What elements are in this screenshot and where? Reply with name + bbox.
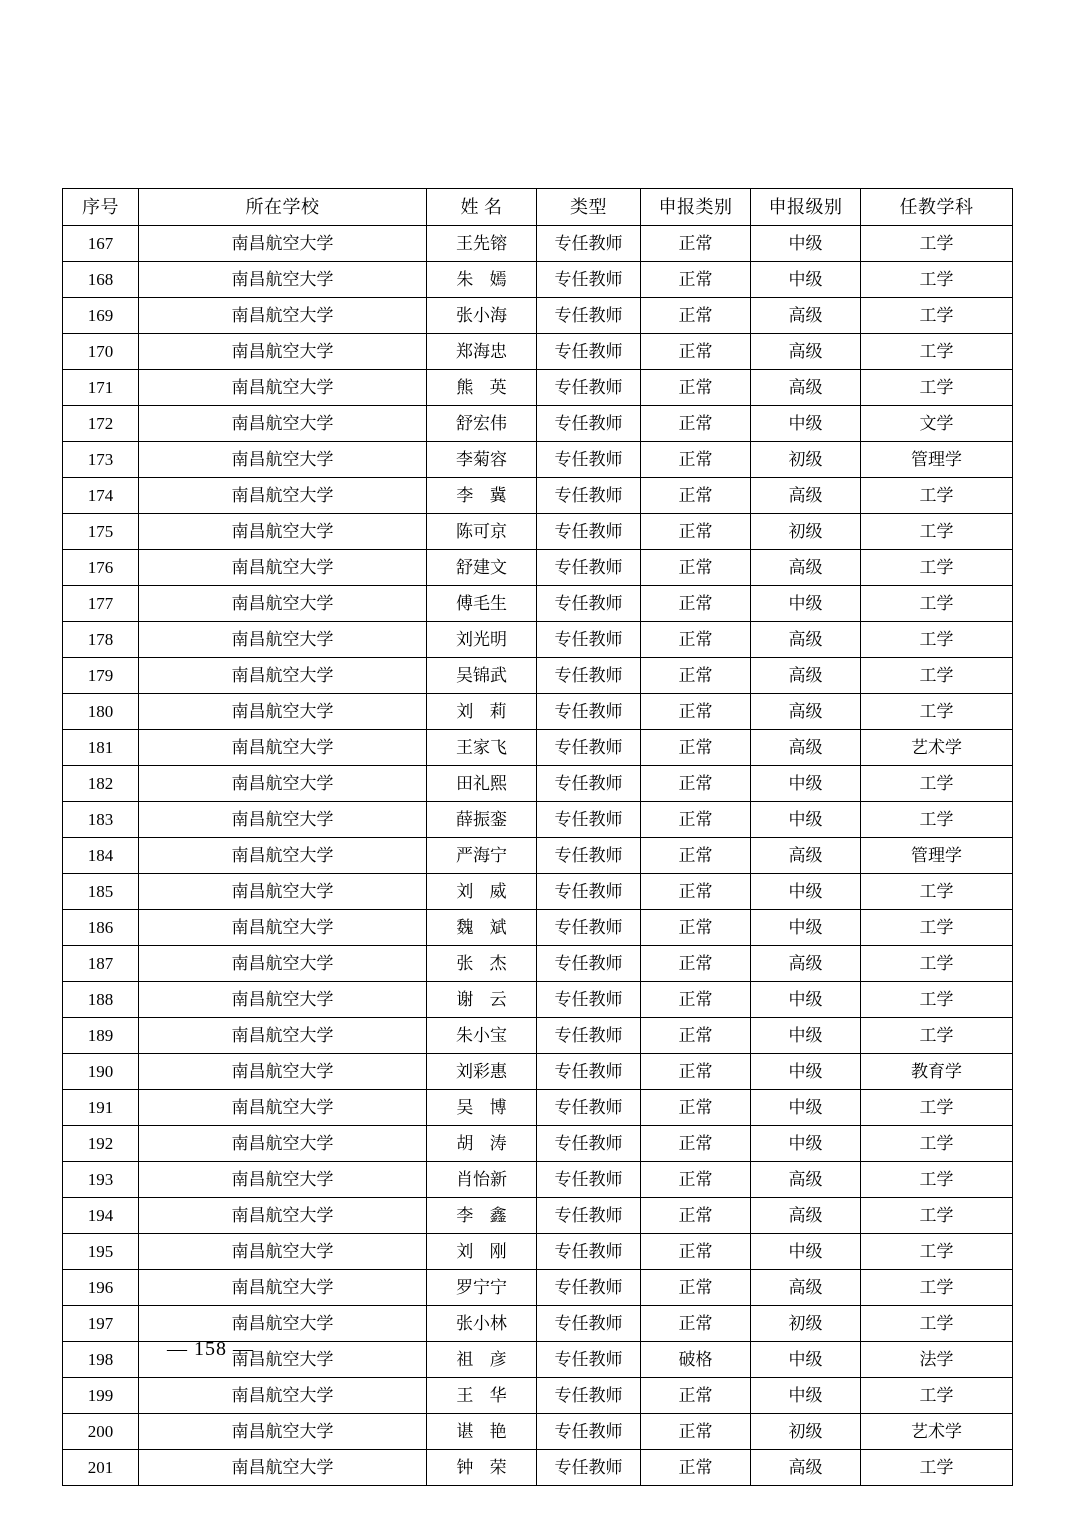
row-school: 南昌航空大学 [139, 550, 427, 586]
row-name: 王 华 [427, 1378, 537, 1414]
row-type: 专任教师 [537, 550, 641, 586]
table-row [63, 1018, 1013, 1054]
row-school: 南昌航空大学 [139, 1414, 427, 1450]
row-category: 正常 [641, 982, 751, 1018]
row-level: 中级 [751, 1054, 861, 1090]
row-category: 正常 [641, 298, 751, 334]
row-name: 朱 嫣 [427, 262, 537, 298]
row-category: 正常 [641, 730, 751, 766]
row-type: 专任教师 [537, 658, 641, 694]
table-row [63, 658, 1013, 694]
row-subject: 工学 [861, 1450, 1013, 1486]
row-school: 南昌航空大学 [139, 370, 427, 406]
row-level: 高级 [751, 694, 861, 730]
row-type: 专任教师 [537, 1198, 641, 1234]
row-name: 胡 涛 [427, 1126, 537, 1162]
row-subject: 工学 [861, 946, 1013, 982]
table-row [63, 838, 1013, 874]
row-school: 南昌航空大学 [139, 1306, 427, 1342]
row-index: 184 [63, 838, 139, 874]
row-school: 南昌航空大学 [139, 730, 427, 766]
row-name: 陈可京 [427, 514, 537, 550]
row-subject: 工学 [861, 370, 1013, 406]
row-subject: 艺术学 [861, 730, 1013, 766]
row-index: 174 [63, 478, 139, 514]
row-school: 南昌航空大学 [139, 586, 427, 622]
table-row [63, 1090, 1013, 1126]
table-row [63, 514, 1013, 550]
row-level: 高级 [751, 838, 861, 874]
column-header-school: 所在学校 [139, 189, 427, 226]
row-type: 专任教师 [537, 1270, 641, 1306]
row-index: 171 [63, 370, 139, 406]
row-subject: 工学 [861, 1162, 1013, 1198]
row-name: 吴 博 [427, 1090, 537, 1126]
row-subject: 工学 [861, 550, 1013, 586]
row-index: 190 [63, 1054, 139, 1090]
row-name: 李 冀 [427, 478, 537, 514]
row-level: 高级 [751, 1198, 861, 1234]
row-index: 177 [63, 586, 139, 622]
row-school: 南昌航空大学 [139, 1090, 427, 1126]
row-school: 南昌航空大学 [139, 226, 427, 262]
row-category: 正常 [641, 1378, 751, 1414]
row-subject: 工学 [861, 586, 1013, 622]
row-name: 王先镕 [427, 226, 537, 262]
row-subject: 工学 [861, 1198, 1013, 1234]
row-index: 193 [63, 1162, 139, 1198]
row-index: 194 [63, 1198, 139, 1234]
table-row [63, 370, 1013, 406]
row-subject: 工学 [861, 622, 1013, 658]
row-type: 专任教师 [537, 442, 641, 478]
row-name: 肖怡新 [427, 1162, 537, 1198]
row-school: 南昌航空大学 [139, 874, 427, 910]
row-index: 180 [63, 694, 139, 730]
row-category: 正常 [641, 1414, 751, 1450]
row-category: 正常 [641, 262, 751, 298]
row-type: 专任教师 [537, 838, 641, 874]
row-index: 185 [63, 874, 139, 910]
row-level: 中级 [751, 1342, 861, 1378]
row-index: 186 [63, 910, 139, 946]
row-level: 初级 [751, 1306, 861, 1342]
table-row [63, 1054, 1013, 1090]
row-subject: 工学 [861, 1378, 1013, 1414]
row-category: 正常 [641, 694, 751, 730]
row-subject: 工学 [861, 1270, 1013, 1306]
row-level: 中级 [751, 910, 861, 946]
row-subject: 工学 [861, 766, 1013, 802]
table-row [63, 910, 1013, 946]
row-type: 专任教师 [537, 622, 641, 658]
row-type: 专任教师 [537, 1018, 641, 1054]
page-footer [62, 1338, 1012, 1361]
table-row [63, 946, 1013, 982]
row-level: 中级 [751, 1126, 861, 1162]
row-index: 198 [63, 1342, 139, 1378]
row-level: 高级 [751, 550, 861, 586]
row-subject: 工学 [861, 514, 1013, 550]
table-row [63, 694, 1013, 730]
roster-table [62, 188, 1013, 1486]
row-type: 专任教师 [537, 478, 641, 514]
row-subject: 工学 [861, 658, 1013, 694]
row-name: 谢 云 [427, 982, 537, 1018]
row-type: 专任教师 [537, 1054, 641, 1090]
row-name: 薛振銮 [427, 802, 537, 838]
table-body [63, 226, 1013, 1486]
row-level: 高级 [751, 622, 861, 658]
row-category: 正常 [641, 802, 751, 838]
row-school: 南昌航空大学 [139, 334, 427, 370]
row-level: 高级 [751, 298, 861, 334]
row-school: 南昌航空大学 [139, 1018, 427, 1054]
row-level: 中级 [751, 406, 861, 442]
page-number: — 158 — [167, 1338, 254, 1360]
row-subject: 管理学 [861, 442, 1013, 478]
row-category: 正常 [641, 1162, 751, 1198]
row-name: 傅毛生 [427, 586, 537, 622]
row-index: 178 [63, 622, 139, 658]
row-type: 专任教师 [537, 1450, 641, 1486]
roster-table-container [62, 188, 1012, 1486]
row-level: 中级 [751, 226, 861, 262]
row-level: 高级 [751, 946, 861, 982]
row-type: 专任教师 [537, 1090, 641, 1126]
column-header-category: 申报类别 [641, 189, 751, 226]
row-name: 刘 威 [427, 874, 537, 910]
row-school: 南昌航空大学 [139, 514, 427, 550]
row-index: 169 [63, 298, 139, 334]
row-subject: 工学 [861, 1234, 1013, 1270]
row-level: 高级 [751, 1450, 861, 1486]
row-level: 初级 [751, 442, 861, 478]
row-category: 正常 [641, 1198, 751, 1234]
row-subject: 教育学 [861, 1054, 1013, 1090]
column-header-name: 姓 名 [427, 189, 537, 226]
row-category: 正常 [641, 1270, 751, 1306]
row-name: 田礼熙 [427, 766, 537, 802]
column-header-type: 类型 [537, 189, 641, 226]
row-category: 正常 [641, 1126, 751, 1162]
row-name: 祖 彦 [427, 1342, 537, 1378]
row-index: 175 [63, 514, 139, 550]
row-school: 南昌航空大学 [139, 946, 427, 982]
row-index: 199 [63, 1378, 139, 1414]
row-name: 郑海忠 [427, 334, 537, 370]
row-category: 正常 [641, 1054, 751, 1090]
row-level: 中级 [751, 1378, 861, 1414]
table-row [63, 982, 1013, 1018]
row-level: 高级 [751, 1270, 861, 1306]
row-category: 正常 [641, 874, 751, 910]
row-index: 189 [63, 1018, 139, 1054]
row-name: 刘 莉 [427, 694, 537, 730]
row-school: 南昌航空大学 [139, 802, 427, 838]
column-header-subject: 任教学科 [861, 189, 1013, 226]
row-level: 中级 [751, 766, 861, 802]
row-level: 高级 [751, 730, 861, 766]
row-type: 专任教师 [537, 946, 641, 982]
row-school: 南昌航空大学 [139, 1234, 427, 1270]
row-index: 172 [63, 406, 139, 442]
table-row [63, 406, 1013, 442]
row-level: 中级 [751, 982, 861, 1018]
row-level: 高级 [751, 658, 861, 694]
row-type: 专任教师 [537, 298, 641, 334]
table-row [63, 766, 1013, 802]
row-type: 专任教师 [537, 1162, 641, 1198]
row-index: 176 [63, 550, 139, 586]
row-school: 南昌航空大学 [139, 766, 427, 802]
row-category: 正常 [641, 334, 751, 370]
row-name: 钟 荣 [427, 1450, 537, 1486]
row-category: 正常 [641, 406, 751, 442]
row-type: 专任教师 [537, 694, 641, 730]
row-level: 高级 [751, 478, 861, 514]
row-name: 朱小宝 [427, 1018, 537, 1054]
row-type: 专任教师 [537, 1414, 641, 1450]
column-header-level: 申报级别 [751, 189, 861, 226]
row-type: 专任教师 [537, 1306, 641, 1342]
row-category: 正常 [641, 550, 751, 586]
row-name: 张小海 [427, 298, 537, 334]
row-type: 专任教师 [537, 406, 641, 442]
row-level: 高级 [751, 334, 861, 370]
row-level: 中级 [751, 262, 861, 298]
table-row [63, 730, 1013, 766]
row-type: 专任教师 [537, 586, 641, 622]
row-index: 183 [63, 802, 139, 838]
row-index: 168 [63, 262, 139, 298]
table-row [63, 1450, 1013, 1486]
table-header [63, 189, 1013, 226]
row-type: 专任教师 [537, 766, 641, 802]
row-type: 专任教师 [537, 1378, 641, 1414]
row-level: 中级 [751, 802, 861, 838]
row-index: 173 [63, 442, 139, 478]
row-type: 专任教师 [537, 226, 641, 262]
table-row [63, 442, 1013, 478]
row-name: 舒宏伟 [427, 406, 537, 442]
table-row [63, 1162, 1013, 1198]
row-subject: 工学 [861, 1018, 1013, 1054]
row-school: 南昌航空大学 [139, 406, 427, 442]
row-name: 罗宁宁 [427, 1270, 537, 1306]
row-name: 张小林 [427, 1306, 537, 1342]
table-row [63, 262, 1013, 298]
row-index: 187 [63, 946, 139, 982]
row-category: 正常 [641, 622, 751, 658]
row-school: 南昌航空大学 [139, 262, 427, 298]
row-index: 167 [63, 226, 139, 262]
row-name: 张 杰 [427, 946, 537, 982]
row-name: 刘 刚 [427, 1234, 537, 1270]
table-row [63, 226, 1013, 262]
row-subject: 文学 [861, 406, 1013, 442]
row-school: 南昌航空大学 [139, 1198, 427, 1234]
table-row [63, 586, 1013, 622]
row-name: 舒建文 [427, 550, 537, 586]
table-row [63, 550, 1013, 586]
table-row [63, 334, 1013, 370]
row-school: 南昌航空大学 [139, 1270, 427, 1306]
row-subject: 工学 [861, 226, 1013, 262]
row-index: 200 [63, 1414, 139, 1450]
row-school: 南昌航空大学 [139, 982, 427, 1018]
row-school: 南昌航空大学 [139, 910, 427, 946]
row-school: 南昌航空大学 [139, 622, 427, 658]
row-category: 正常 [641, 226, 751, 262]
table-row [63, 298, 1013, 334]
table-row [63, 1126, 1013, 1162]
row-subject: 工学 [861, 262, 1013, 298]
row-category: 正常 [641, 838, 751, 874]
row-index: 188 [63, 982, 139, 1018]
row-name: 刘彩惠 [427, 1054, 537, 1090]
row-type: 专任教师 [537, 910, 641, 946]
row-subject: 工学 [861, 802, 1013, 838]
row-name: 王家飞 [427, 730, 537, 766]
row-level: 中级 [751, 1234, 861, 1270]
row-category: 正常 [641, 514, 751, 550]
column-header-index: 序号 [63, 189, 139, 226]
row-category: 正常 [641, 370, 751, 406]
table-header-row [63, 189, 1013, 226]
row-subject: 工学 [861, 1126, 1013, 1162]
row-level: 高级 [751, 370, 861, 406]
row-school: 南昌航空大学 [139, 478, 427, 514]
row-level: 中级 [751, 586, 861, 622]
row-type: 专任教师 [537, 334, 641, 370]
row-type: 专任教师 [537, 802, 641, 838]
row-name: 熊 英 [427, 370, 537, 406]
table-row [63, 1198, 1013, 1234]
row-type: 专任教师 [537, 730, 641, 766]
row-category: 正常 [641, 1234, 751, 1270]
table-row [63, 622, 1013, 658]
row-subject: 工学 [861, 982, 1013, 1018]
table-row [63, 802, 1013, 838]
row-index: 182 [63, 766, 139, 802]
row-school: 南昌航空大学 [139, 1450, 427, 1486]
row-school: 南昌航空大学 [139, 658, 427, 694]
row-subject: 工学 [861, 874, 1013, 910]
row-category: 正常 [641, 910, 751, 946]
row-category: 正常 [641, 946, 751, 982]
row-school: 南昌航空大学 [139, 1378, 427, 1414]
row-index: 181 [63, 730, 139, 766]
row-category: 正常 [641, 586, 751, 622]
row-index: 192 [63, 1126, 139, 1162]
row-index: 179 [63, 658, 139, 694]
row-index: 195 [63, 1234, 139, 1270]
row-school: 南昌航空大学 [139, 1054, 427, 1090]
row-subject: 工学 [861, 694, 1013, 730]
row-level: 中级 [751, 874, 861, 910]
row-subject: 工学 [861, 1090, 1013, 1126]
row-type: 专任教师 [537, 1342, 641, 1378]
row-category: 正常 [641, 658, 751, 694]
table-row [63, 1270, 1013, 1306]
row-category: 正常 [641, 442, 751, 478]
row-level: 中级 [751, 1018, 861, 1054]
row-type: 专任教师 [537, 874, 641, 910]
row-subject: 工学 [861, 334, 1013, 370]
row-school: 南昌航空大学 [139, 694, 427, 730]
row-index: 201 [63, 1450, 139, 1486]
table-row [63, 1414, 1013, 1450]
row-category: 破格 [641, 1342, 751, 1378]
row-type: 专任教师 [537, 262, 641, 298]
row-type: 专任教师 [537, 370, 641, 406]
row-category: 正常 [641, 1306, 751, 1342]
row-subject: 管理学 [861, 838, 1013, 874]
row-subject: 工学 [861, 478, 1013, 514]
row-type: 专任教师 [537, 1234, 641, 1270]
row-type: 专任教师 [537, 514, 641, 550]
row-subject: 工学 [861, 298, 1013, 334]
row-school: 南昌航空大学 [139, 442, 427, 478]
row-category: 正常 [641, 478, 751, 514]
row-school: 南昌航空大学 [139, 1162, 427, 1198]
row-school: 南昌航空大学 [139, 838, 427, 874]
row-index: 191 [63, 1090, 139, 1126]
row-level: 高级 [751, 1162, 861, 1198]
row-subject: 艺术学 [861, 1414, 1013, 1450]
row-name: 魏 斌 [427, 910, 537, 946]
row-name: 谌 艳 [427, 1414, 537, 1450]
row-index: 197 [63, 1306, 139, 1342]
row-level: 中级 [751, 1090, 861, 1126]
row-subject: 法学 [861, 1342, 1013, 1378]
row-category: 正常 [641, 1018, 751, 1054]
table-row [63, 874, 1013, 910]
row-category: 正常 [641, 1090, 751, 1126]
table-row [63, 1378, 1013, 1414]
row-name: 吴锦武 [427, 658, 537, 694]
table-row [63, 1306, 1013, 1342]
row-category: 正常 [641, 1450, 751, 1486]
row-school: 南昌航空大学 [139, 1342, 427, 1378]
table-row [63, 478, 1013, 514]
row-school: 南昌航空大学 [139, 1126, 427, 1162]
row-subject: 工学 [861, 1306, 1013, 1342]
row-name: 严海宁 [427, 838, 537, 874]
row-type: 专任教师 [537, 982, 641, 1018]
row-level: 初级 [751, 514, 861, 550]
table-row [63, 1234, 1013, 1270]
row-index: 170 [63, 334, 139, 370]
row-name: 李菊容 [427, 442, 537, 478]
row-subject: 工学 [861, 910, 1013, 946]
row-category: 正常 [641, 766, 751, 802]
row-school: 南昌航空大学 [139, 298, 427, 334]
row-index: 196 [63, 1270, 139, 1306]
row-level: 初级 [751, 1414, 861, 1450]
row-name: 刘光明 [427, 622, 537, 658]
row-type: 专任教师 [537, 1126, 641, 1162]
row-name: 李 鑫 [427, 1198, 537, 1234]
